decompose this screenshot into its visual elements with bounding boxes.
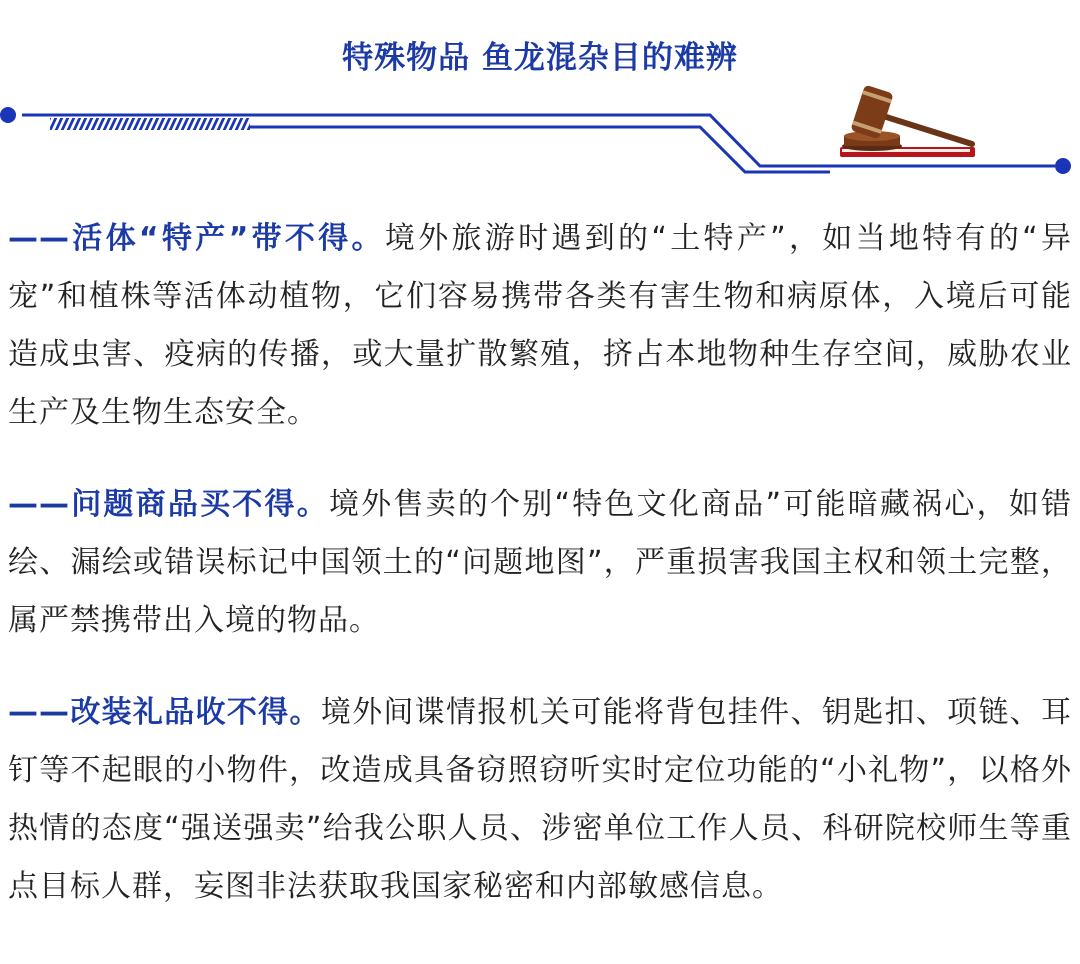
- right-dot-icon: [1055, 158, 1071, 174]
- paragraph-modified-gifts: [8, 684, 1072, 916]
- hatched-band: [50, 118, 250, 130]
- paragraph-text: 境外间谍情报机关可能将背包挂件、钥匙扣、项链、耳钉等不起眼的小物件，改造成具备窃照窃听实时定位功能的“小礼物”，以格外热情的态度“强送强卖”给我公职人员、涉密单位工作人员、科研院校师生等重点目标人群，妄图非法获取我国家秘密和内部敏感信息。: [8, 695, 1072, 904]
- paragraph-live-specialties: [8, 210, 1072, 442]
- paragraph-heading: ——活体“特产”带不得。: [8, 221, 385, 256]
- paragraph-problem-goods: [8, 476, 1072, 650]
- paragraph-text: 境外售卖的个别“特色文化商品”可能暗藏祸心，如错绘、漏绘或错误标记中国领土的“问题地图”，严重损害我国主权和领土完整，属严禁携带出入境的物品。: [8, 487, 1073, 638]
- paragraph-heading: ——问题商品买不得。: [8, 487, 329, 522]
- header-divider: [0, 80, 1080, 190]
- paragraph-heading: ——改装礼品收不得。: [8, 695, 321, 730]
- paragraph-text: 境外旅游时遇到的“土特产”，如当地特有的“异宠”和植株等活体动植物，它们容易携带各类有害生物和病原体，入境后可能造成虫害、疫病的传播，或大量扩散繁殖，挤占本地物种生存空间，威胁农业生产及生物生态安全。: [8, 221, 1072, 430]
- article-body: [8, 210, 1072, 950]
- gavel-icon: [840, 85, 975, 157]
- left-dot-icon: [0, 107, 16, 123]
- page-title: 特殊物品 鱼龙混杂目的难辨: [342, 40, 738, 76]
